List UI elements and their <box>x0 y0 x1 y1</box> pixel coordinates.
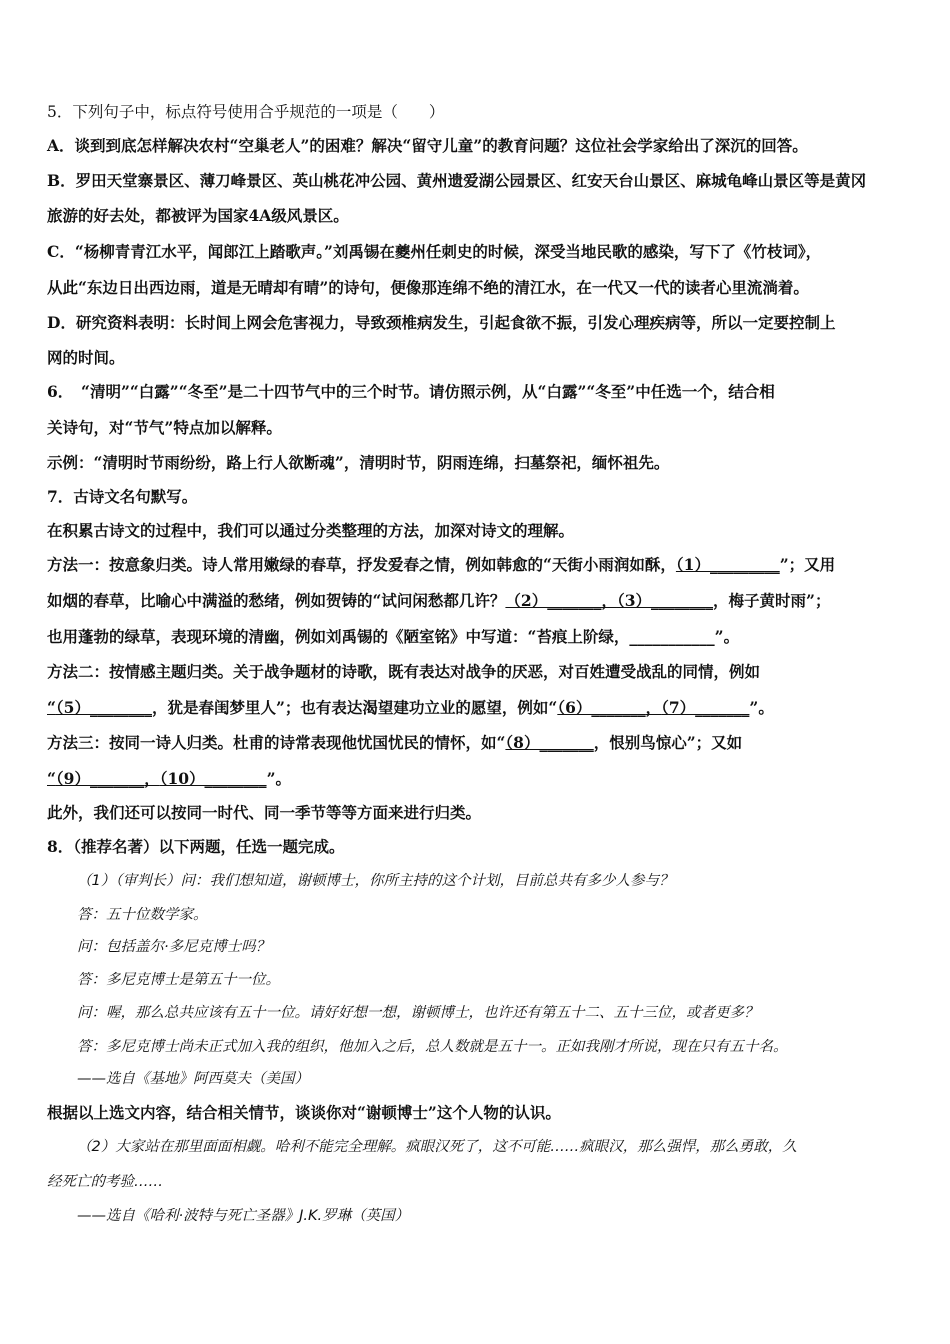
q8-passage1-line1: （1）（审判长）问：我们想知道，谢顿博士，你所主持的这个计划，目前总共有多少人参与？ <box>77 873 674 889</box>
q8-passage1-line4: 答：多尼克博士是第五十一位。 <box>77 972 280 988</box>
q8-passage2-line1: （2）大家站在那里面面相觑。哈利不能完全理解。疯眼汉死了，这不可能……疯眼汉，那么强悍，那么勇敢，久 <box>77 1139 797 1155</box>
q8-passage1-source: ——选自《基地》阿西莫夫（美国） <box>77 1071 309 1087</box>
separator: ， <box>144 769 160 788</box>
blank-10: （10）________ <box>159 769 267 788</box>
text: ”；又用 <box>779 555 836 574</box>
q7-closing: 此外，我们还可以按同一时代、同一季节等等方面来进行归类。 <box>47 803 482 822</box>
q7-method1-line3 <box>47 627 739 647</box>
text: ”。 <box>714 627 740 646</box>
blank-1: （1）_________ <box>675 555 780 574</box>
q7-intro: 在积累古诗文的过程中，我们可以通过分类整理的方法，加深对诗文的理解。 <box>47 521 575 540</box>
q7-method1-line1 <box>47 555 835 575</box>
text: 也用蓬勃的绿草，表现环境的清幽，例如刘禹锡的《陋室铭》中写道：“苔痕上阶绿， <box>47 627 630 646</box>
blank-5: （5）________ <box>55 698 152 717</box>
option-text: 罗田天堂寨景区、薄刀峰景区、英山桃花冲公园、黄州遗爱湖公园景区、红安天台山景区、麻城龟峰山景区等是黄冈 <box>75 171 867 190</box>
q8-passage1-task: 根据以上选文内容，结合相关情节，谈谈你对“谢顿博士”这个人物的认识。 <box>47 1103 561 1122</box>
option-text: “杨柳青青江水平，闻郎江上踏歌声。”刘禹锡在夔州任刺史的时候，深受当地民歌的感染，写下了《竹枝词》， <box>74 242 822 261</box>
q7-method3-line2 <box>47 769 291 789</box>
text: “ <box>47 769 56 788</box>
option-label: B． <box>47 171 76 190</box>
q8-passage2-line2: 经死亡的考验…… <box>47 1174 163 1190</box>
q7-stem: 7．古诗文名句默写。 <box>47 487 198 506</box>
q8-passage1-line3: 问：包括盖尔·多尼克博士吗？ <box>77 939 271 955</box>
blank-6: （6）_______ <box>557 698 646 717</box>
blank-7: （7）_______ <box>661 698 750 717</box>
q7-method2-line1: 方法二：按情感主题归类。关于战争题材的诗歌，既有表达对战争的厌恶，对百姓遭受战乱的同情，例如 <box>47 662 761 681</box>
text: ，犹是春闺梦里人”；也有表达渴望建功立业的愿望，例如“ <box>151 698 558 717</box>
q6-stem: 6． “清明”“白露”“冬至”是二十四节气中的三个时节。请仿照示例，从“白露”“冬至”中任选一个，结合相 <box>47 382 775 401</box>
option-label: A． <box>47 136 75 155</box>
text: ，梅子黄时雨”； <box>713 591 831 610</box>
option-label: D． <box>47 313 76 332</box>
option-text: 谈到到底怎样解决农村“空巢老人”的困难？解决“留守儿童”的教育问题？这位社会学家给出了深沉的回答。 <box>74 136 808 155</box>
text: ”。 <box>749 698 774 717</box>
blank-3: （3）________ <box>616 591 714 610</box>
blank-4: ___________ <box>629 627 715 646</box>
separator: ， <box>601 591 617 610</box>
q5-option-c <box>47 242 821 262</box>
text: “ <box>47 698 56 717</box>
text: 如烟的春草，比喻心中满溢的愁绪，例如贺铸的“试问闲愁都几许？ <box>47 591 506 610</box>
q8-passage1-line5: 问：喔，那么总共应该有五十一位。请好好想一想，谢顿博士，也许还有第五十二、五十三位，或者更多？ <box>77 1005 759 1021</box>
q6-stem-cont: 关诗句，对“节气”特点加以解释。 <box>47 418 282 437</box>
text: 方法三：按同一诗人归类。杜甫的诗常表现他忧国忧民的情怀，如“ <box>47 733 506 752</box>
separator: ， <box>645 698 662 717</box>
text: ”。 <box>266 769 291 788</box>
q5-option-d <box>47 313 835 333</box>
q5-option-a <box>47 136 808 156</box>
q5-option-d-cont: 网的时间。 <box>47 348 125 367</box>
q8-passage1-line6: 答：多尼克博士尚未正式加入我的组织，他加入之后，总人数就是五十一。正如我刚才所说，现在只有五十名。 <box>77 1039 788 1055</box>
blank-2: （2）_______ <box>505 591 602 610</box>
q5-option-b <box>47 171 866 191</box>
text: 方法一：按意象归类。诗人常用嫩绿的春草，抒发爱春之情，例如韩愈的“天街小雨润如酥， <box>47 555 676 574</box>
q8-stem: 8．（推荐名著）以下两题，任选一题完成。 <box>47 837 345 856</box>
q7-method1-line2 <box>47 591 830 611</box>
blank-9: （9）_______ <box>55 769 145 788</box>
q6-example: 示例：“清明时节雨纷纷，路上行人欲断魂”，清明时节，阴雨连绵，扫墓祭祀，缅怀祖先。 <box>47 453 670 472</box>
q8-passage1-line2: 答：五十位数学家。 <box>77 907 208 923</box>
option-text: 研究资料表明：长时间上网会危害视力，导致颈椎病发生，引起食欲不振，引发心理疾病等，所以一定要控制上 <box>75 313 836 332</box>
text: ，恨别鸟惊心”；又如 <box>593 733 743 752</box>
q7-method3-line1 <box>47 733 742 753</box>
blank-8: （8）_______ <box>505 733 594 752</box>
q5-option-c-cont: 从此“东边日出西边雨，道是无晴却有晴”的诗句，便像那连绵不绝的清江水，在一代又一代的读者心里流淌着。 <box>47 278 809 297</box>
q8-passage2-source: ——选自《哈利·波特与死亡圣器》J.K.罗琳（英国） <box>77 1208 410 1224</box>
q5-option-b-cont: 旅游的好去处，都被评为国家4A级风景区。 <box>47 206 349 225</box>
q5-stem: 5．下列句子中，标点符号使用合乎规范的一项是（ ） <box>47 103 445 121</box>
q7-method2-line2 <box>47 698 774 718</box>
option-label: C． <box>47 242 75 261</box>
